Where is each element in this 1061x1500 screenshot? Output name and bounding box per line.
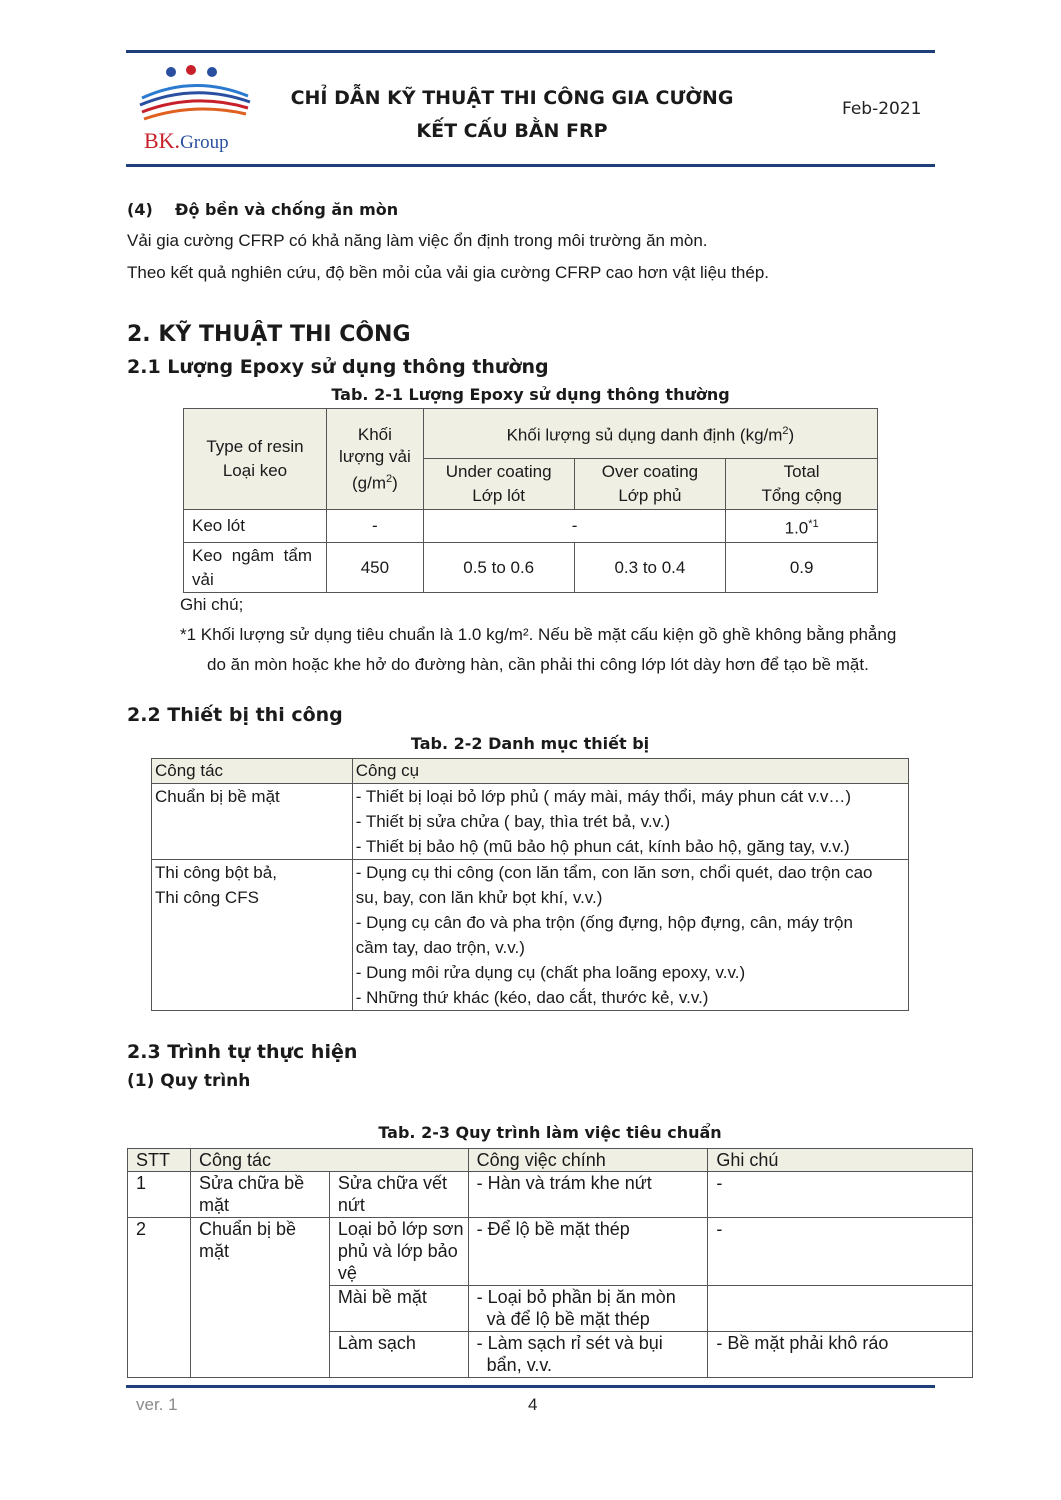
table-2-3-caption: Tab. 2-3 Quy trình làm việc tiêu chuẩn (378, 1123, 722, 1142)
cell-stt: 2 (128, 1218, 191, 1378)
table-2-1-caption: Tab. 2-1 Lượng Epoxy sử dụng thông thường (331, 385, 730, 404)
cell-main-work: - Để lộ bề mặt thép (468, 1218, 708, 1286)
section-4-paragraph-2: Theo kết quả nghiên cứu, độ bền mỏi của vải gia cường CFRP cao hơn vật liệu thép. (127, 263, 770, 282)
cell-stt: 1 (128, 1172, 191, 1218)
header-nominal-mass: Khối lượng sủ dụng danh định $(kg/m^2)$ (423, 409, 877, 459)
title-line-2: KẾT CẤU BẰN FRP (416, 120, 608, 142)
cell-note: - (708, 1172, 973, 1218)
cell-note (708, 1286, 973, 1332)
cell-coating-span: - (423, 510, 725, 543)
cell-subtask: Làm sạch (329, 1332, 468, 1378)
table-2-3 (127, 1148, 973, 1378)
header-total: Total Tổng cộng (726, 459, 878, 510)
cell-task: Thi công bột bả, Thi công CFS (152, 860, 353, 1011)
bk-group-logo (136, 62, 256, 158)
table-row (184, 510, 878, 543)
logo-text: BK.Group (144, 128, 229, 153)
cell-task: Chuẩn bị bề mặt (152, 784, 353, 860)
section-2-3-heading: 2.3 Trình tự thực hiện (127, 1041, 358, 1063)
table-row (184, 543, 878, 593)
table-row (128, 1172, 973, 1218)
footer-rule (126, 1385, 935, 1388)
cell-note: - (708, 1218, 973, 1286)
cell-over: 0.3 to 0.4 (574, 543, 726, 593)
section-2-2-heading: 2.2 Thiết bị thi công (127, 704, 343, 726)
header-task: Công tác (152, 759, 353, 784)
cell-resin: Keo ngâm tẩm vải (184, 543, 327, 593)
page-number: 4 (528, 1395, 538, 1414)
header-stt: STT (128, 1149, 191, 1172)
header-under-coating: Under coating Lớp lót (423, 459, 574, 510)
cell-fabric: 450 (326, 543, 423, 593)
document-date: Feb-2021 (842, 99, 922, 119)
cell-total: 1.0$^{*1}$ (726, 510, 878, 543)
header-top-rule (126, 50, 935, 53)
cell-tools: - Dụng cụ thi công (con lăn tẩm, con lăn sơn, chổi quét, dao trộn cao su, bay, con lăn khử bọt khí, v.v.) - Dụng cụ cân đo và pha trộn (ống đựng, hộp đựng, cân, máy trộn cầm tay, dao trộn, v.v.) - Dung môi rửa dụng cụ (chất pha loãng epoxy, v.v.) - Những thứ khác (kéo, dao cắt, thước kẻ, v.v.) (352, 860, 908, 1011)
header-main-work: Công việc chính (468, 1149, 708, 1172)
cell-task: Chuẩn bị bề mặt (190, 1218, 329, 1378)
cell-total: 0.9 (726, 543, 878, 593)
title-line-1: CHỈ DẪN KỸ THUẬT THI CÔNG GIA CƯỜNG (290, 87, 734, 109)
header-resin-type: Type of resin Loại keo (184, 409, 327, 510)
document-title (262, 82, 762, 148)
header-task: Công tác (190, 1149, 468, 1172)
table-2-1 (183, 408, 878, 593)
chapter-heading: 2. KỸ THUẬT THI CÔNG (127, 322, 411, 347)
header-tools: Công cụ (352, 759, 908, 784)
section-4-heading: (4) Độ bền và chống ăn mòn (127, 200, 399, 219)
cell-tools: - Thiết bị loại bỏ lớp phủ ( máy mài, máy thổi, máy phun cát v.v…) - Thiết bị sửa chửa ( bay, thìa trét bả, v.v.) - Thiết bị bảo hộ (mũ bảo hộ phun cát, kính bảo hộ, găng tay, v.v.) (352, 784, 908, 860)
cell-task: Sửa chữa bề mặt (190, 1172, 329, 1218)
header-over-coating: Over coating Lớp phủ (574, 459, 726, 510)
cell-note: - Bề mặt phải khô ráo (708, 1332, 973, 1378)
cell-main-work: - Loại bỏ phần bị ăn mòn và để lộ bề mặt thép (468, 1286, 708, 1332)
cell-resin: Keo lót (184, 510, 327, 543)
table-row (152, 860, 909, 1011)
note-label: Ghi chú; (180, 595, 244, 614)
section-4-paragraph-1: Vải gia cường CFRP có khả năng làm việc ổn định trong môi trường ăn mòn. (127, 231, 708, 250)
note-line-2: do ăn mòn hoặc khe hở do đường hàn, cần phải thi công lớp lót dày hơn để tạo bề mặt. (207, 655, 869, 674)
cell-subtask: Loại bỏ lớp sơn phủ và lớp bảo vệ (329, 1218, 468, 1286)
table-row (128, 1218, 973, 1286)
process-subheading: (1) Quy trình (127, 1071, 251, 1091)
cell-subtask: Mài bề mặt (329, 1286, 468, 1332)
cell-fabric: - (326, 510, 423, 543)
table-2-2 (151, 758, 909, 1011)
logo-graphic-icon (136, 62, 256, 128)
section-2-1-heading: 2.1 Lượng Epoxy sử dụng thông thường (127, 356, 549, 378)
cell-subtask: Sửa chữa vết nứt (329, 1172, 468, 1218)
header-bottom-rule (126, 164, 935, 167)
table-2-2-caption: Tab. 2-2 Danh mục thiết bị (410, 734, 650, 753)
header-fabric-mass: Khối lượng vải $(g/m^2)$ (326, 409, 423, 510)
version-label: ver. 1 (136, 1395, 178, 1414)
table-row (152, 784, 909, 860)
note-line-1: *1 Khối lượng sử dụng tiêu chuẩn là 1.0 kg/m². Nếu bề mặt cấu kiện gồ ghề không bằng phẳng (180, 625, 897, 644)
cell-main-work: - Làm sạch rỉ sét và bụi bẩn, v.v. (468, 1332, 708, 1378)
header-note: Ghi chú (708, 1149, 973, 1172)
cell-main-work: - Hàn và trám khe nứt (468, 1172, 708, 1218)
cell-under: 0.5 to 0.6 (423, 543, 574, 593)
